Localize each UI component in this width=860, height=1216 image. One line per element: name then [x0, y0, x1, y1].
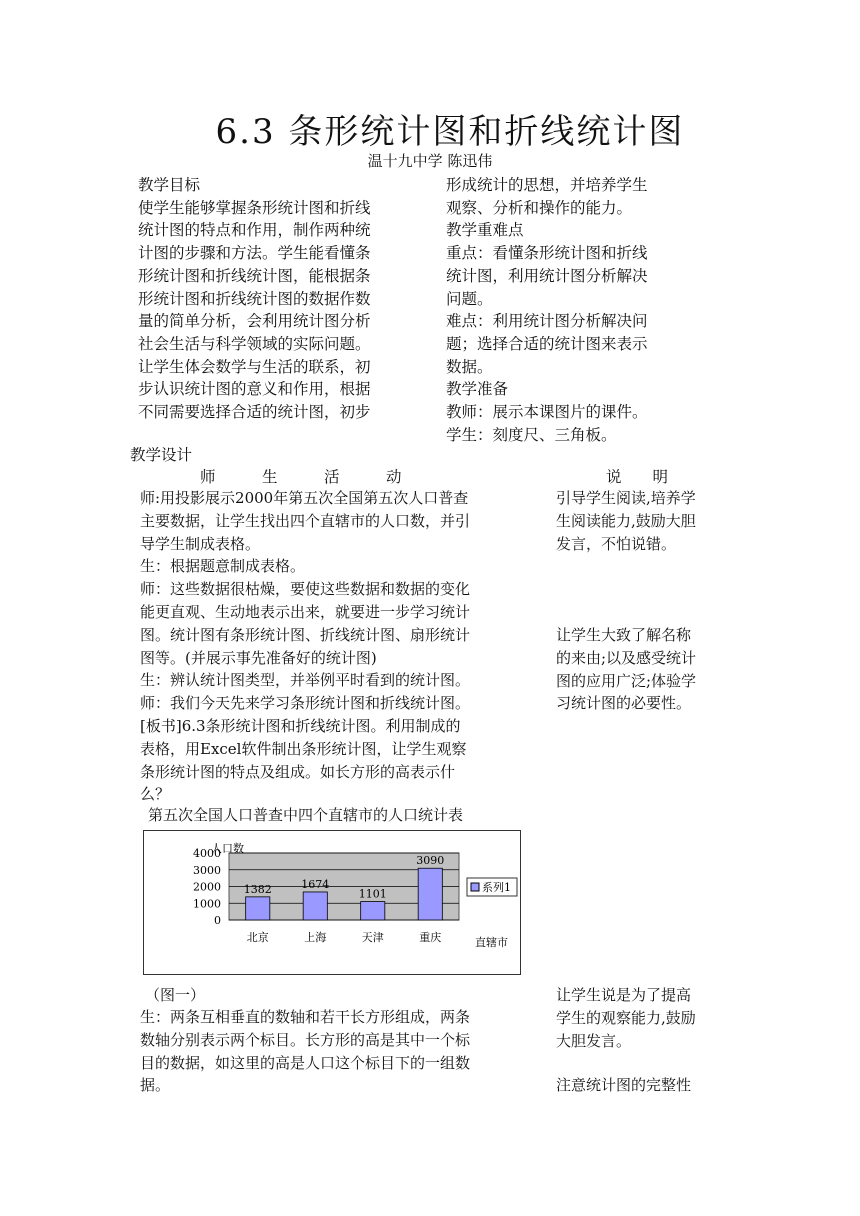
- bar: [246, 897, 270, 920]
- x-axis-label: 直辖市: [475, 936, 508, 949]
- design-heading: 教学设计: [130, 446, 193, 464]
- left-line: 让学生体会数学与生活的联系，初: [138, 357, 371, 376]
- right-line: 形成统计的思想，并培养学生: [446, 176, 648, 194]
- activity-line: 师：这些数据很枯燥，要使这些数据和数据的变化: [140, 580, 471, 599]
- left-line: 计图的步骤和方法。学生能看懂条: [138, 244, 371, 263]
- author-line: 温十九中学 陈迅伟: [367, 152, 493, 170]
- activity-line: 表格，用Excel软件制出条形统计图，让学生观察: [140, 739, 467, 758]
- bar: [303, 892, 327, 920]
- left-line: 步认识统计图的意义和作用，根据: [138, 380, 371, 399]
- right-line: 重点：看懂条形统计图和折线: [446, 244, 648, 263]
- right-line: 题；选择合适的统计图来表示: [446, 334, 648, 353]
- activity-line: 据。: [140, 1076, 171, 1095]
- left-line: 社会生活与科学领域的实际问题。: [138, 334, 371, 353]
- note-line: 图的应用广泛;体验学: [556, 671, 697, 690]
- activity-line: [板书]6.3条形统计图和折线统计图。利用制成的: [140, 716, 461, 735]
- activity-line: 么？: [140, 785, 171, 804]
- activity-line: 图等。(并展示事先准备好的统计图): [140, 648, 377, 667]
- note-line: 大胆发言。: [556, 1031, 632, 1050]
- x-category-label: 天津: [361, 931, 384, 944]
- right-line: 观察、分析和操作的能力。: [446, 198, 633, 217]
- note-line: 习统计图的必要性。: [556, 694, 692, 713]
- key-points-column: [446, 174, 696, 446]
- activity-line: 目的数据，如这里的高是人口这个标目下的一组数: [140, 1053, 471, 1072]
- left-line: 教学目标: [138, 176, 201, 194]
- right-line: 统计图，利用统计图分析解决: [446, 266, 648, 285]
- note-line: 让学生说是为了提高: [556, 986, 692, 1004]
- page-title: 6.3 条形统计图和折线统计图: [215, 112, 685, 152]
- activity-line: 生：两条互相垂直的数轴和若干长方形组成，两条: [140, 1008, 471, 1026]
- activity-text-2: [140, 1006, 525, 1097]
- y-tick-label: 4000: [193, 847, 221, 860]
- y-tick-label: 3000: [193, 863, 221, 877]
- note-reading: [556, 487, 736, 555]
- activity-line: 数轴分别表示两个标目。长方形的高是其中一个标: [140, 1030, 471, 1049]
- activity-line: 主要数据，让学生找出四个直辖市的人口数，并引: [140, 511, 471, 530]
- activity-line: 导学生制成表格。: [140, 534, 261, 553]
- right-line: 数据。: [446, 357, 493, 376]
- note-completeness: [556, 1074, 736, 1097]
- legend-swatch: [471, 883, 479, 891]
- activity-line: 师：我们今天先来学习条形统计图和折线统计图。: [140, 694, 471, 713]
- note-line: 的来由;以及感受统计: [556, 648, 697, 667]
- bar: [361, 902, 385, 920]
- figure-label: （图一）: [145, 986, 206, 1004]
- activity-text: [140, 487, 525, 806]
- y-axis-label: 人口数: [211, 842, 244, 855]
- y-tick-label: 0: [214, 914, 221, 927]
- note-line: 学生的观察能力,鼓励: [556, 1008, 696, 1027]
- activity-line: 能更直观、生动地表示出来，就要进一步学习统计: [140, 602, 471, 621]
- chart-legend: [467, 878, 517, 896]
- left-line: 量的简单分析，会利用统计图分析: [138, 312, 371, 331]
- activity-line: 生：辨认统计图类型，并举例平时看到的统计图。: [140, 671, 471, 690]
- activity-line: 条形统计图的特点及组成。如长方形的高表示什: [140, 762, 456, 781]
- note-line: 生阅读能力,鼓励大胆: [556, 511, 696, 530]
- note-line: 发言，不怕说错。: [556, 534, 677, 553]
- x-category-label: 上海: [304, 931, 327, 944]
- right-line: 难点：利用统计图分析解决问: [446, 312, 648, 331]
- activity-line: 师:用投影展示2000年第五次全国第五次人口普查: [140, 489, 469, 507]
- right-line: 教学重难点: [446, 221, 524, 240]
- bar-value-label: 1674: [301, 877, 330, 891]
- chart-caption: 第五次全国人口普查中四个直辖市的人口统计表: [148, 806, 464, 824]
- bar-value-label: 1382: [243, 882, 272, 896]
- bar-chart-svg: [144, 831, 520, 974]
- left-line: 使学生能够掌握条形统计图和折线: [138, 198, 371, 217]
- legend-label: 系列1: [482, 881, 511, 894]
- objectives-column: [138, 174, 408, 424]
- bar-chart: [143, 830, 521, 975]
- left-line: 形统计图和折线统计图，能根据条: [138, 266, 371, 285]
- x-category-label: 北京: [246, 931, 269, 944]
- right-line: 学生：刻度尺、三角板。: [446, 425, 617, 444]
- left-line: 统计图的特点和作用，制作两种统: [138, 221, 371, 240]
- right-line: 问题。: [446, 289, 493, 308]
- note-line: 注意统计图的完整性: [556, 1076, 692, 1094]
- y-tick-label: 2000: [193, 880, 221, 894]
- right-line: 教学准备: [446, 380, 509, 399]
- right-line: 教师：展示本课图片的课件。: [446, 403, 648, 422]
- x-category-label: 重庆: [419, 931, 442, 944]
- y-tick-label: 1000: [193, 897, 221, 911]
- left-line: 不同需要选择合适的统计图，初步: [138, 403, 371, 422]
- note-line: 引导学生阅读,培养学: [556, 489, 696, 507]
- note-line: 让学生大致了解名称: [556, 626, 692, 644]
- left-line: 形统计图和折线统计图的数据作数: [138, 289, 371, 308]
- note-chart-purpose: [556, 624, 736, 715]
- bar-value-label: 1101: [358, 887, 387, 901]
- activity-line: 图。统计图有条形统计图、折线统计图、扇形统计: [140, 625, 471, 644]
- bar: [418, 868, 442, 920]
- activity-line: 生：根据题意制成表格。: [140, 557, 306, 576]
- note-observation: [556, 984, 736, 1052]
- note-column-header: 说 明: [606, 468, 669, 486]
- activity-column-header: 师 生 活 动: [200, 468, 402, 486]
- bar-value-label: 3090: [416, 854, 445, 868]
